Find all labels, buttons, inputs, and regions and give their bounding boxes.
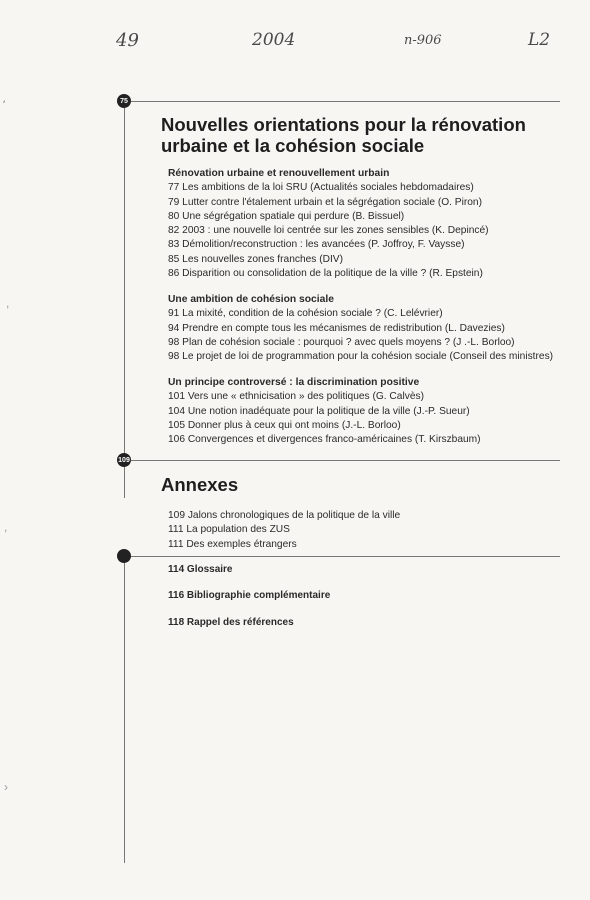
subsection-heading: Une ambition de cohésion sociale [168, 294, 334, 305]
toc-entry: 91 La mixité, condition de la cohésion sociale ? (C. Lelévrier) [168, 308, 443, 320]
section3-marker [117, 549, 131, 563]
toc-entry: 105 Donner plus à ceux qui ont moins (J.-L. Borloo) [168, 419, 401, 431]
section3-top-rule [118, 556, 560, 557]
toc-entry: 106 Convergences et divergences franco-américaines (T. Kirszbaum) [168, 434, 481, 446]
page-badge-109: 109 [117, 453, 131, 467]
toc-entry: 79 Lutter contre l'étalement urbain et la ségrégation sociale (O. Piron) [168, 196, 482, 208]
subsection-heading: Rénovation urbaine et renouvellement urbain [168, 168, 390, 179]
section2-top-rule [118, 460, 560, 461]
toc-entry-glossary: 114 Glossaire [168, 564, 233, 575]
handwritten-reference: n-906 [404, 33, 442, 48]
section1-content [161, 114, 526, 156]
toc-entry: 83 Démolition/reconstruction : les avancées (P. Joffroy, F. Vaysse) [168, 239, 465, 251]
section2-vertical-rule [124, 463, 125, 498]
toc-entry: 101 Vers une « ethnicisation » des politiques (G. Calvès) [168, 391, 424, 403]
toc-entry: 111 La population des ZUS [168, 524, 290, 536]
scan-speck: ، [2, 92, 6, 106]
toc-entry: 111 Des exemples étrangers [168, 538, 297, 550]
section3-content [168, 563, 330, 630]
section2-content [161, 474, 238, 495]
toc-entry: 77 Les ambitions de la loi SRU (Actualités sociales hebdomadaires) [168, 182, 474, 194]
section1-title [161, 114, 526, 156]
section1-title-line2: urbaine et la cohésion sociale [161, 135, 425, 156]
scan-speck: › [4, 780, 8, 794]
toc-entry: 82 2003 : une nouvelle loi centrée sur les zones sensibles (K. Depincé) [168, 225, 489, 237]
handwritten-code-right: L2 [528, 30, 551, 50]
toc-entry: 98 Plan de cohésion sociale : pourquoi ? avec quels moyens ? (J .-L. Borloo) [168, 336, 515, 348]
toc-entry-references: 118 Rappel des références [168, 616, 294, 628]
page-badge-75: 75 [117, 94, 131, 108]
scan-speck: , [6, 296, 10, 310]
handwritten-year: 2004 [252, 30, 296, 50]
toc-entry: 94 Prendre en compte tous les mécanismes de redistribution (L. Davezies) [168, 322, 505, 334]
toc-entry: 104 Une notion inadéquate pour la politique de la ville (J.-P. Sueur) [168, 405, 470, 417]
toc-entry-bibliography: 116 Bibliographie complémentaire [168, 590, 331, 602]
subsection-discrimination [168, 376, 481, 447]
annexes-list [168, 509, 400, 552]
subsection-cohesion [168, 293, 553, 364]
toc-entry: 98 Le projet de loi de programmation pour la cohésion sociale (Conseil des ministres) [168, 351, 554, 363]
toc-entry: 86 Disparition ou consolidation de la politique de la ville ? (R. Epstein) [168, 268, 483, 280]
toc-entry: 80 Une ségrégation spatiale qui perdure (B. Bissuel) [168, 210, 405, 222]
section1-top-rule [118, 101, 560, 102]
section2-title: Annexes [161, 474, 239, 495]
scan-speck: , [4, 520, 8, 534]
section1-title-line1: Nouvelles orientations pour la rénovation [161, 114, 526, 135]
subsection-renovation [168, 167, 489, 281]
toc-entry: 109 Jalons chronologiques de la politique de la ville [168, 510, 401, 521]
subsection-heading: Un principe controversé : la discrimination positive [168, 377, 420, 388]
toc-entry: 85 Les nouvelles zones franches (DIV) [168, 253, 343, 265]
section3-vertical-rule [124, 557, 125, 863]
section1-vertical-rule [124, 101, 125, 454]
handwritten-number-left: 49 [116, 30, 139, 51]
